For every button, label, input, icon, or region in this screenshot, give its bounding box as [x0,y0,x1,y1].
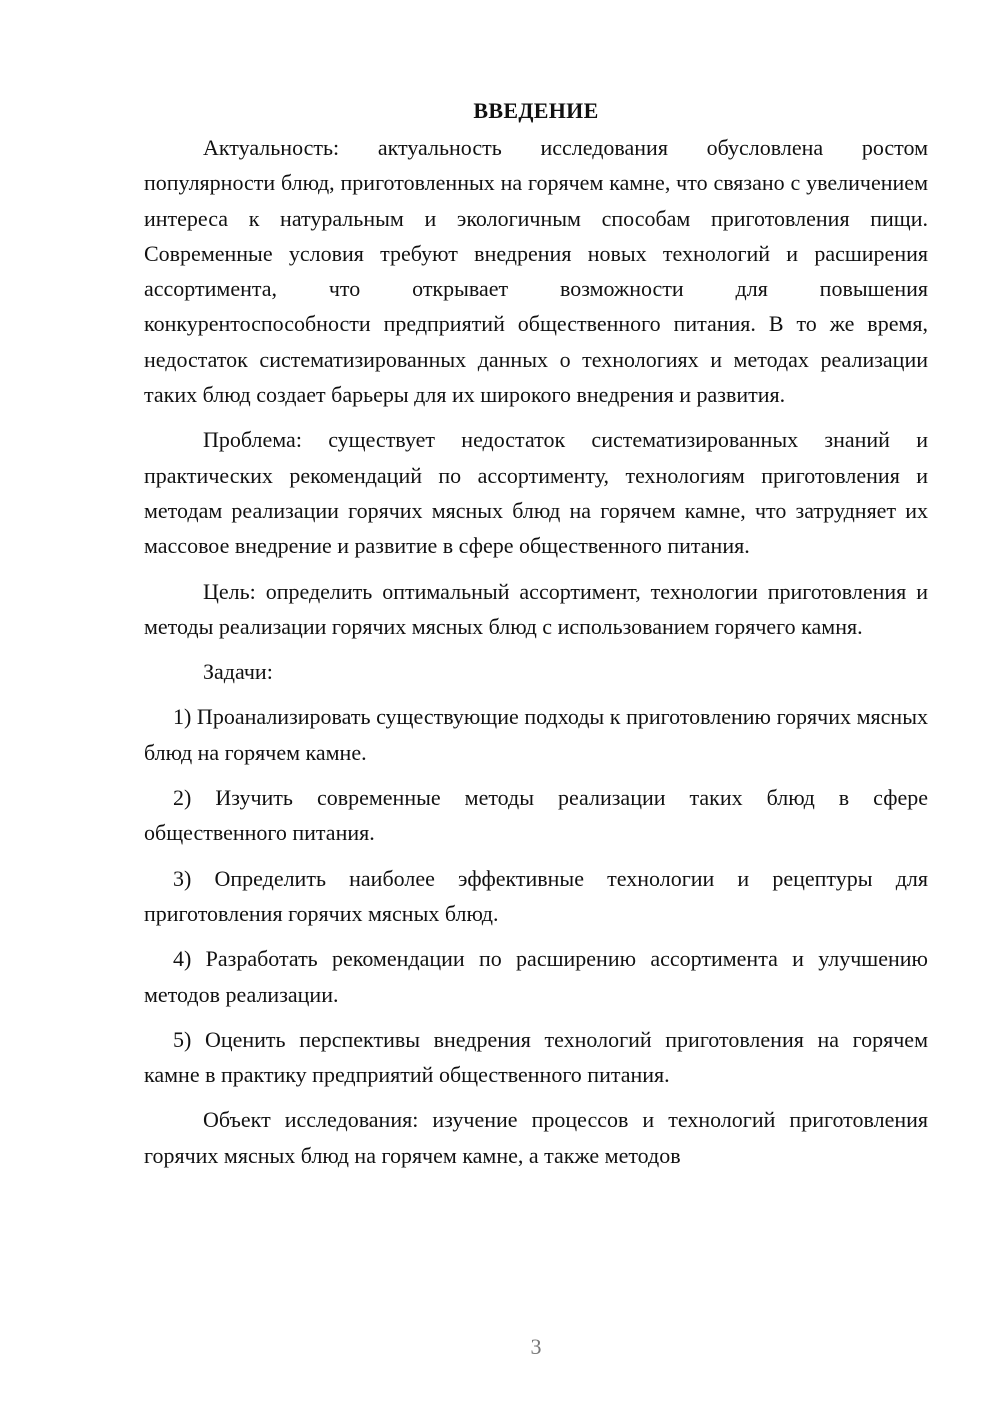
paragraph-object: Объект исследования: изучение процессов и технологий приготовления горячих мясных блюд на горячем камне, а также методов [144,1107,928,1168]
task-item: 3) Определить наиболее эффективные технологии и рецептуры для приготовления горячих мясных блюд. [144,865,928,926]
paragraph-problem: Проблема: существует недостаток систематизированных знаний и практических рекомендаций по ассортименту, технологиям приготовления и методам реализации горячих мясных блюд на горячем камне, что затрудняет их массовое внедрение и развитие в сфере общественного питания. [144,427,928,559]
task-item: 5) Оценить перспективы внедрения технологий приготовления на горячем камне в практику предприятий общественного питания. [144,1026,928,1088]
page-number: 3 [530,1334,542,1359]
paragraph-relevance: Актуальность: актуальность исследования обусловлена ростом популярности блюд, приготовленных на горячем камне, что связано с увеличением интереса к натуральным и экологичным способам приготовления пищи. Современные условия требуют внедрения новых технологий и расширения ассортимента, что открывает возможности для повышения конкурентоспособности предприятий общественного питания. В то же время, недостаток систематизированных данных о технологиях и методах реализации таких блюд создает барьеры для их широкого внедрения и развития. [144,135,928,408]
tasks-heading: Задачи: [203,659,273,685]
paragraph-goal: Цель: определить оптимальный ассортимент, технологии приготовления и методы реализации горячих мясных блюд с использованием горячего камня. [144,578,928,639]
task-item: 2) Изучить современные методы реализации таких блюд в сфере общественного питания. [144,785,928,846]
task-item: 4) Разработать рекомендации по расширению ассортимента и улучшению методов реализации. [144,946,928,1007]
page-title: ВВЕДЕНИЕ [473,98,599,123]
page-content [144,96,928,1173]
task-item: 1) Проанализировать существующие подходы к приготовлению горячих мясных блюд на горячем камне. [144,704,928,765]
